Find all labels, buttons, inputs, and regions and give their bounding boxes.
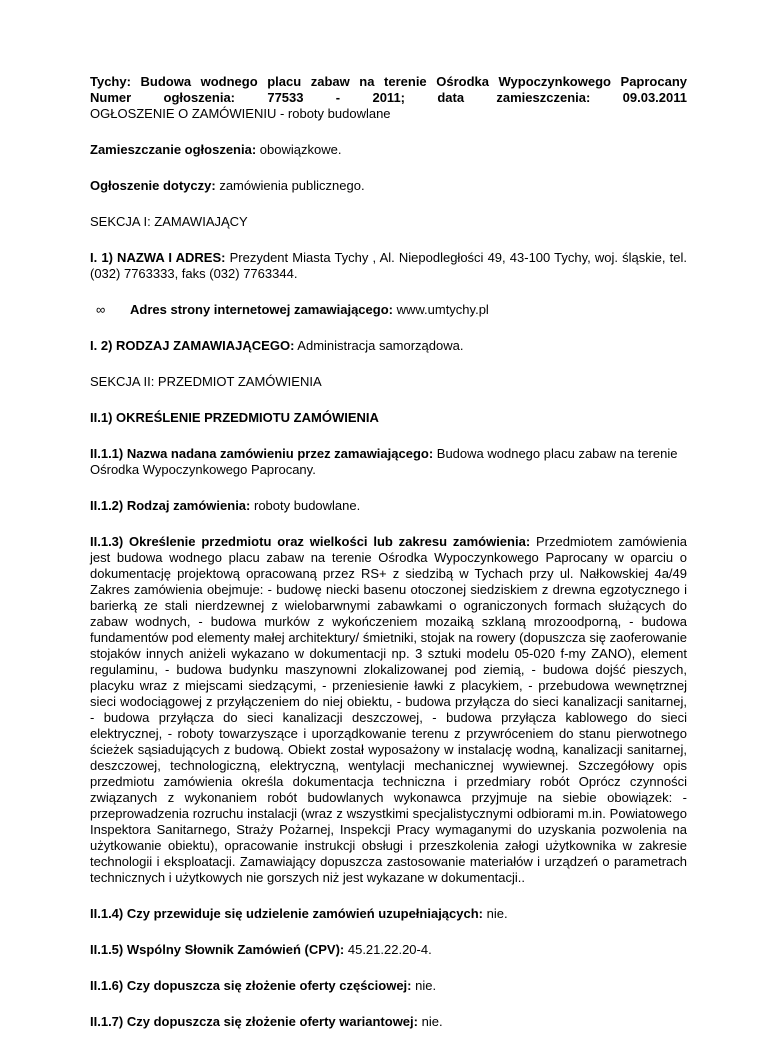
concerns-paragraph [90, 178, 687, 194]
ii15-label: II.1.5) Wspólny Słownik Zamówień (CPV): [90, 942, 345, 957]
i2-value: Administracja samorządowa. [294, 338, 464, 353]
ii11-label: II.1.1) Nazwa nadana zamówieniu przez zamawiającego: [90, 446, 434, 461]
document-header [90, 74, 687, 122]
ii1-heading: II.1) OKREŚLENIE PRZEDMIOTU ZAMÓWIENIA [90, 410, 379, 425]
website-item [90, 302, 687, 318]
ii15-paragraph [90, 942, 687, 958]
document-page [90, 74, 687, 1050]
ii16-paragraph [90, 978, 687, 994]
website-value: www.umtychy.pl [392, 302, 489, 317]
notice-number-line: Numer ogłoszenia: 77533 - 2011; data zamieszczenia: 09.03.2011 [90, 90, 687, 105]
notice-type: OGŁOSZENIE O ZAMÓWIENIU - roboty budowlane [90, 106, 391, 121]
i1-paragraph [90, 250, 687, 282]
ii17-value: nie. [417, 1014, 443, 1029]
ii14-value: nie. [483, 906, 508, 921]
ii11-paragraph [90, 446, 687, 478]
concerns-value: zamówienia publicznego. [215, 178, 365, 193]
i1-value: Prezydent Miasta Tychy , Al. Niepodległości 49, 43-100 Tychy, woj. śląskie, tel. (032) 7763333, faks (032) 7763344. [90, 250, 687, 281]
notice-title: Tychy: Budowa wodnego placu zabaw na terenie Ośrodka Wypoczynkowego Paprocany [90, 74, 687, 89]
ii12-label: II.1.2) Rodzaj zamówienia: [90, 498, 251, 513]
ii11-value: Budowa wodnego placu zabaw na terenie Ośrodka Wypoczynkowego Paprocany. [90, 446, 678, 477]
ii13-paragraph [90, 534, 687, 886]
concerns-label: Ogłoszenie dotyczy: [90, 178, 216, 193]
ii13-label: II.1.3) Określenie przedmiotu oraz wielkości lub zakresu zamówienia: [90, 534, 531, 549]
ii14-paragraph [90, 906, 687, 922]
ii17-label: II.1.7) Czy dopuszcza się złożenie oferty wariantowej: [90, 1014, 418, 1029]
placing-value: obowiązkowe. [256, 142, 342, 157]
ii12-value: roboty budowlane. [250, 498, 361, 513]
website-label: Adres strony internetowej zamawiającego: [130, 302, 393, 317]
ii16-value: nie. [411, 978, 437, 993]
placing-label: Zamieszczanie ogłoszenia: [90, 142, 257, 157]
i2-paragraph [90, 338, 687, 354]
ii17-paragraph [90, 1014, 687, 1030]
section-2-heading: SEKCJA II: PRZEDMIOT ZAMÓWIENIA [90, 374, 322, 389]
ii15-value: 45.21.22.20-4. [344, 942, 432, 957]
placing-paragraph [90, 142, 687, 158]
ii16-label: II.1.6) Czy dopuszcza się złożenie oferty częściowej: [90, 978, 412, 993]
ii13-value: Przedmiotem zamówienia jest budowa wodnego placu zabaw na terenie Ośrodka Wypoczynkowego Paprocany w oparciu o dokumentację projektową opracowaną przez RS+ z siedzibą w Tychach przy ul. Nałkowskiej 4a/49 Zakres zamówienia obejmuje: - budowę niecki basenu otoczonej siedziskiem z drewna egzotycznego i barierką ze stali nierdzewnej z wielobarwnymi zabawkami o ograniczonych formach służących do zabaw wodnych, - budowa murków z wykończeniem mozaiką szklaną mrozoodporną, - budowa fundamentów pod elementy małej architektury/ śmietniki, stojak na rowery (dopuszcza się zaoferowanie stojaków innych aniżeli wykazano w dokumentacji np. 3 sztuki modelu 05-020 f-my ZANO), element regulaminu, - budowa budynku maszynowni zlokalizowanej pod ziemią, - budowa dojść pieszych, placyku wraz z miejscami siedzącymi, - przeniesienie ławki z placykiem, - przebudowa wewnętrznej sieci wodociągowej z przyłączeniem do niej obiektu, - budowa przyłącza do sieci kanalizacji sanitarnej, - budowa przyłącza do sieci kanalizacji deszczowej, - budowa przyłącza kablowego do sieci elektrycznej, - roboty towarzyszące i uporządkowanie terenu z przywróceniem do stanu pierwotnego ścieżek sąsiadujących z budową. Obiekt został wyposażony w instalację wodną, kanalizacji sanitarnej, deszczowej, technologiczną, elektryczną, wentylacji mechanicznej wywiewnej. Szczegółowy opis przedmiotu zamówienia określa dokumentacja techniczna i przedmiary robót Oprócz czynności związanych z wykonaniem robót budowlanych wykonawca przyjmuje na siebie obowiązek: - przeprowadzenia rozruchu instalacji (wraz z wszystkimi specjalistycznymi odbiorami m.in. Powiatowego Inspektora Sanitarnego, Straży Pożarnej, Inspekcji Pracy wymaganymi do uzyskania pozwolenia na użytkowanie obiektu), opracowanie instrukcji obsługi i przeszkolenia załogi użytkownika w zakresie technologii i eksploatacji. Zamawiający dopuszcza zastosowanie materiałów i urządzeń o parametrach technicznych i użytkowych nie gorszych niż jest wykazane w dokumentacji.. [90, 534, 687, 885]
ii14-label: II.1.4) Czy przewiduje się udzielenie zamówień uzupełniających: [90, 906, 483, 921]
ii12-paragraph [90, 498, 687, 514]
i1-label: I. 1) NAZWA I ADRES: [90, 250, 226, 265]
i2-label: I. 2) RODZAJ ZAMAWIAJĄCEGO: [90, 338, 295, 353]
section-1-heading: SEKCJA I: ZAMAWIAJĄCY [90, 214, 248, 229]
infinity-bullet-icon: ∞ [96, 302, 106, 317]
